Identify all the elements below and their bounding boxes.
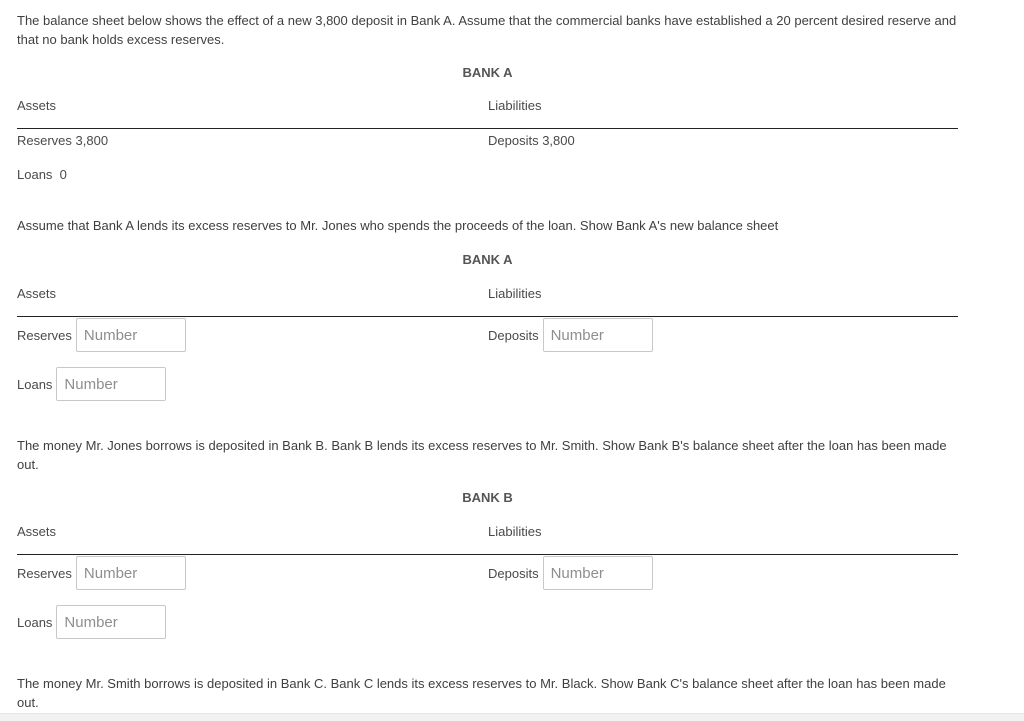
- loans-label: Loans: [17, 614, 53, 630]
- assets-label: Assets: [17, 98, 57, 113]
- assets-label: Assets: [17, 524, 57, 539]
- bank-a-reserves-input[interactable]: [76, 318, 186, 352]
- deposits-label: Deposits: [488, 565, 539, 581]
- bank-b-deposits-input[interactable]: [543, 556, 653, 590]
- question-2-text: The money Mr. Jones borrows is deposited in Bank B. Bank B lends its excess reserves to Mr. Smith. Show Bank B's balance sheet after the loan has been made out.: [17, 438, 947, 472]
- intro-text: The balance sheet below shows the effect of a new 3,800 deposit in Bank A. Assume that the commercial banks have established a 20 percent desired reserve and that no bank holds excess reserves.: [17, 13, 957, 47]
- assets-label: Assets: [17, 286, 57, 301]
- bank-a-reserves-field: [17, 318, 186, 352]
- deposits-value: Deposits 3,800: [488, 133, 575, 148]
- bank-b-deposits-field: [488, 556, 653, 590]
- reserves-label: Reserves: [17, 327, 72, 343]
- bank-a-deposits-input[interactable]: [543, 318, 653, 352]
- bank-b-reserves-field: [17, 556, 186, 590]
- reserves-label: Reserves: [17, 565, 72, 581]
- balance-sheet-rule: [17, 554, 958, 555]
- question-3-text: The money Mr. Smith borrows is deposited in Bank C. Bank C lends its excess reserves to Mr. Black. Show Bank C's balance sheet after the loan has been made out.: [17, 676, 946, 710]
- liabilities-label: Liabilities: [488, 524, 542, 539]
- liabilities-label: Liabilities: [488, 286, 542, 301]
- loans-value: Loans 0: [17, 167, 67, 182]
- bank-a-title: BANK A: [462, 65, 513, 80]
- deposits-label: Deposits: [488, 327, 539, 343]
- bank-b-loans-field: [17, 605, 166, 639]
- bank-b-reserves-input[interactable]: [76, 556, 186, 590]
- bank-a-loans-field: [17, 367, 166, 401]
- bank-a-deposits-field: [488, 318, 653, 352]
- bank-b-loans-input[interactable]: [56, 605, 166, 639]
- balance-sheet-rule: [17, 128, 958, 129]
- reserves-value: Reserves 3,800: [17, 133, 109, 148]
- question-1-text: Assume that Bank A lends its excess reserves to Mr. Jones who spends the proceeds of the loan. Show Bank A's new balance sheet: [17, 218, 779, 233]
- bank-a-loans-input[interactable]: [56, 367, 166, 401]
- liabilities-label: Liabilities: [488, 98, 542, 113]
- balance-sheet-rule: [17, 316, 958, 317]
- bank-a-new-title: BANK A: [462, 252, 513, 267]
- loans-label: Loans: [17, 376, 53, 392]
- bank-b-title: BANK B: [462, 490, 513, 505]
